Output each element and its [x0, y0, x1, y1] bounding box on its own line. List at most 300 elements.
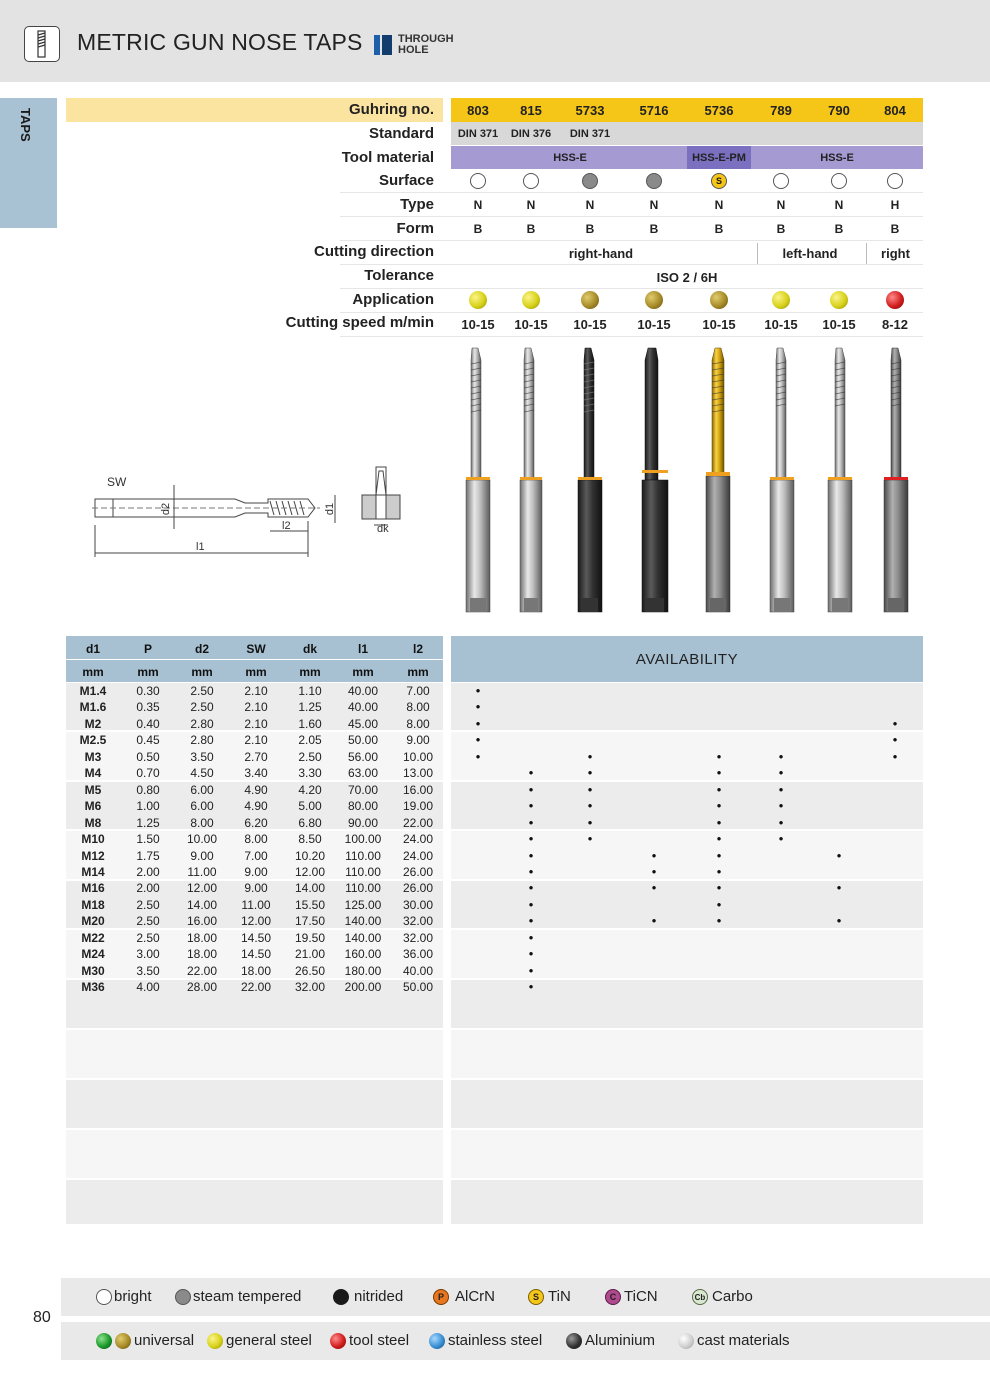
table-cell: 45.00 [347, 716, 379, 731]
table-band [451, 1030, 923, 1078]
table-cell: 5.00 [298, 799, 322, 814]
tolerance-cell: ISO 2 / 6H [656, 270, 718, 285]
table-cell: 2.10 [244, 716, 268, 731]
table-cell: 50.00 [347, 733, 379, 748]
table-cell: 22.00 [402, 815, 434, 830]
row-line [340, 336, 923, 337]
table-cell: 63.00 [347, 766, 379, 781]
legend-aluminium: Aluminium [585, 1332, 656, 1349]
table-cell: 12.00 [294, 864, 326, 879]
thread-size-cell: M14 [81, 864, 105, 879]
row-line [340, 240, 923, 241]
dims-header-divider [66, 659, 443, 660]
bright-circle-icon [96, 1289, 112, 1305]
nitrided-circle-icon [333, 1289, 349, 1305]
table-cell: 8.00 [190, 815, 214, 830]
thread-size-cell: M24 [81, 947, 105, 962]
legend-steam-tempered: steam tempered [193, 1288, 302, 1305]
thread-size-cell: M30 [81, 963, 105, 978]
table-cell: 3.50 [136, 963, 160, 978]
table-cell: 9.00 [244, 864, 268, 879]
row-line [340, 192, 923, 193]
drawing-label-d2: d2 [160, 502, 173, 516]
table-band [451, 683, 923, 730]
table-cell: 14.00 [294, 881, 326, 896]
table-band [66, 1180, 443, 1224]
table-cell: 3.50 [190, 749, 214, 764]
tap-technical-drawing [90, 465, 420, 560]
type-cell: H [890, 198, 900, 212]
table-cell: 2.10 [244, 700, 268, 715]
thread-size-cell: M8 [84, 815, 102, 830]
dims-column-unit: mm [137, 665, 159, 679]
table-cell: 14.00 [186, 897, 218, 912]
thread-size-cell: M1.6 [79, 700, 107, 715]
table-cell: 2.10 [244, 684, 268, 698]
table-cell: 3.00 [136, 947, 160, 962]
availability-dot: • [716, 798, 722, 814]
thread-size-cell: M36 [81, 980, 105, 995]
label-surface: Surface [378, 172, 434, 189]
cutting-direction-cell: left-hand [782, 246, 838, 261]
label-application: Application [352, 291, 434, 308]
table-cell: 17.50 [294, 914, 326, 929]
table-cell: 7.00 [244, 848, 268, 863]
table-cell: 110.00 [345, 848, 381, 863]
availability-dot: • [651, 880, 657, 896]
table-cell: 50.00 [402, 980, 434, 995]
page-title: METRIC GUN NOSE TAPS [77, 29, 363, 55]
stainless-steel-circle-icon [429, 1333, 445, 1349]
table-cell: 110.00 [345, 881, 381, 896]
table-cell: 18.00 [186, 947, 218, 962]
type-cell: N [473, 198, 483, 212]
table-cell: 8.00 [406, 716, 430, 731]
table-cell: 18.00 [240, 963, 272, 978]
legend-nitrided: nitrided [354, 1288, 404, 1305]
table-cell: 140.00 [344, 914, 382, 929]
table-cell: 12.00 [186, 881, 218, 896]
availability-dot: • [475, 748, 481, 764]
availability-dot: • [528, 847, 534, 863]
through-hole-label-1: THROUGH [398, 33, 454, 45]
availability-dot: • [587, 748, 593, 764]
table-cell: 2.00 [136, 864, 160, 879]
thread-size-cell: M10 [81, 832, 105, 847]
drawing-label-sw: SW [107, 475, 127, 489]
row-line [340, 264, 923, 265]
general-steel-circle-icon [772, 291, 790, 309]
table-band [451, 1080, 923, 1128]
steam-tempered-circle-icon [175, 1289, 191, 1305]
table-cell: 18.00 [186, 930, 218, 945]
form-cell: B [473, 222, 483, 236]
availability-dot: • [716, 831, 722, 847]
tap-815-image [520, 348, 542, 612]
availability-dot: • [528, 913, 534, 929]
table-cell: 4.90 [244, 782, 268, 797]
tap-804-image [884, 348, 908, 612]
table-cell: 9.00 [244, 881, 268, 896]
table-cell: 0.30 [136, 684, 160, 698]
general-steel-circle-icon [207, 1333, 223, 1349]
availability-dot: • [716, 913, 722, 929]
availability-dot: • [716, 748, 722, 764]
availability-dot: • [716, 781, 722, 797]
universal-brown-circle-icon [115, 1333, 131, 1349]
availability-dot: • [778, 748, 784, 764]
table-cell: 140.00 [344, 930, 382, 945]
thread-size-cell: M1.4 [79, 684, 107, 698]
page-number: 80 [33, 1309, 51, 1326]
table-cell: 2.80 [190, 733, 214, 748]
availability-dot: • [778, 765, 784, 781]
tool-material-cell: HSS-E [553, 152, 587, 164]
label-cutting-speed: Cutting speed m/min [285, 314, 434, 331]
table-cell: 26.50 [294, 963, 326, 978]
table-cell: 2.50 [136, 914, 160, 929]
table-cell: 1.60 [298, 716, 322, 731]
cutting-speed-cell: 10-15 [822, 317, 856, 332]
table-band [451, 1130, 923, 1178]
availability-dot: • [528, 946, 534, 962]
type-cell: N [526, 198, 536, 212]
legend-tin: TiN [548, 1288, 571, 1305]
form-cell: B [890, 222, 900, 236]
thread-size-cell: M16 [81, 881, 105, 896]
availability-title: AVAILABILITY [635, 651, 739, 668]
table-cell: 2.05 [298, 733, 322, 748]
table-cell: 21.00 [294, 947, 326, 962]
availability-dot: • [651, 863, 657, 879]
table-cell: 8.00 [406, 700, 430, 715]
table-cell: 1.00 [136, 799, 160, 814]
dims-column-header: SW [246, 642, 266, 656]
availability-dot: • [892, 732, 898, 748]
table-cell: 10.20 [294, 848, 326, 863]
availability-dot: • [587, 765, 593, 781]
bright-circle-icon [470, 173, 486, 189]
legend-ticn: TiCN [624, 1288, 658, 1305]
thread-size-cell: M20 [81, 914, 105, 929]
availability-dot: • [587, 781, 593, 797]
legend-universal: universal [134, 1332, 195, 1349]
availability-dot: • [528, 798, 534, 814]
availability-dot: • [778, 831, 784, 847]
availability-dot: • [778, 814, 784, 830]
availability-dot: • [892, 748, 898, 764]
table-cell: 56.00 [347, 749, 379, 764]
table-cell: 32.00 [402, 930, 434, 945]
table-cell: 70.00 [347, 782, 379, 797]
table-cell: 0.70 [136, 766, 160, 781]
table-cell: 26.00 [402, 881, 434, 896]
table-band [66, 1030, 443, 1078]
table-cell: 0.45 [136, 733, 160, 748]
drawing-label-l1: l1 [196, 541, 205, 553]
table-cell: 2.50 [136, 930, 160, 945]
availability-dot: • [778, 781, 784, 797]
table-cell: 1.50 [136, 832, 160, 847]
table-cell: 2.70 [244, 749, 268, 764]
availability-dot: • [651, 913, 657, 929]
dims-column-header: l2 [412, 642, 423, 656]
universal-circle-icon [645, 291, 663, 309]
guhring-no-cell: 804 [884, 103, 906, 118]
table-cell: 16.00 [186, 914, 218, 929]
availability-dot: • [778, 798, 784, 814]
form-cell: B [776, 222, 786, 236]
table-cell: 100.00 [344, 832, 382, 847]
table-cell: 180.00 [344, 963, 382, 978]
dims-column-unit: mm [299, 665, 321, 679]
table-cell: 30.00 [402, 897, 434, 912]
table-cell: 10.00 [186, 832, 218, 847]
tool-steel-circle-icon [330, 1333, 346, 1349]
availability-dot: • [587, 798, 593, 814]
availability-dot: • [475, 732, 481, 748]
table-cell: 16.00 [402, 782, 434, 797]
availability-dot: • [836, 847, 842, 863]
availability-dot: • [528, 962, 534, 978]
table-cell: 2.10 [244, 733, 268, 748]
table-cell: 3.40 [244, 766, 268, 781]
table-cell: 2.50 [298, 749, 322, 764]
thread-size-cell: M6 [84, 799, 102, 814]
availability-dot: • [836, 913, 842, 929]
direction-divider [757, 243, 758, 264]
thread-size-cell: M18 [81, 897, 105, 912]
row-line [340, 288, 923, 289]
table-cell: 19.00 [402, 799, 434, 814]
universal-circle-icon [710, 291, 728, 309]
bright-circle-icon [523, 173, 539, 189]
bright-circle-icon [887, 173, 903, 189]
standard-cell: DIN 371 [569, 128, 611, 140]
table-cell: 7.00 [406, 684, 430, 698]
availability-dot: • [475, 715, 481, 731]
table-cell: 22.00 [186, 963, 218, 978]
tap-5736-image [706, 348, 730, 612]
form-cell: B [834, 222, 844, 236]
legend-bright: bright [114, 1288, 152, 1305]
form-cell: B [585, 222, 595, 236]
table-cell: 8.00 [244, 832, 268, 847]
tool-steel-circle-icon [886, 291, 904, 309]
table-cell: 22.00 [240, 980, 272, 995]
availability-dot: • [528, 896, 534, 912]
table-cell: 36.00 [402, 947, 434, 962]
dims-column-unit: mm [352, 665, 374, 679]
table-cell: 1.75 [136, 848, 160, 863]
thread-size-cell: M4 [84, 766, 102, 781]
standard-cell: DIN 376 [510, 128, 552, 140]
table-cell: 0.80 [136, 782, 160, 797]
table-cell: 110.00 [345, 864, 381, 879]
table-cell: 40.00 [402, 963, 434, 978]
guhring-no-cell: 803 [467, 103, 489, 118]
table-cell: 14.50 [240, 947, 272, 962]
table-cell: 200.00 [344, 980, 382, 995]
legend-alcrn: AlCrN [455, 1288, 495, 1305]
guhring-no-cell: 5733 [575, 103, 605, 118]
dims-column-unit: mm [245, 665, 267, 679]
table-cell: 90.00 [347, 815, 379, 830]
type-cell: N [834, 198, 844, 212]
side-tab-label: TAPS [18, 108, 33, 142]
table-cell: 4.00 [136, 980, 160, 995]
cutting-speed-cell: 10-15 [514, 317, 548, 332]
cutting-speed-cell: 8-12 [881, 317, 909, 332]
table-cell: 2.50 [190, 700, 214, 715]
dims-column-header: dk [302, 642, 317, 656]
table-cell: 125.00 [344, 897, 382, 912]
form-cell: B [526, 222, 536, 236]
tap-product-images [451, 340, 923, 620]
cutting-speed-cell: 10-15 [702, 317, 736, 332]
table-band [66, 1080, 443, 1128]
general-steel-circle-icon [522, 291, 540, 309]
bright-circle-icon [773, 173, 789, 189]
availability-dot: • [528, 863, 534, 879]
table-cell: 10.00 [402, 749, 434, 764]
table-cell: 24.00 [402, 832, 434, 847]
drawing-label-dk: dk [377, 523, 389, 535]
ticn-circle-icon: C [605, 1289, 621, 1305]
guhring-no-cell: 815 [520, 103, 542, 118]
table-cell: 6.00 [190, 799, 214, 814]
cutting-speed-cell: 10-15 [573, 317, 607, 332]
thread-size-cell: M22 [81, 930, 105, 945]
cutting-direction-cell: right-hand [568, 246, 634, 261]
dims-column-header: P [143, 642, 152, 656]
bright-circle-icon [831, 173, 847, 189]
tin-circle-icon: S [711, 173, 727, 189]
availability-dot: • [475, 683, 481, 698]
thread-size-cell: M3 [84, 749, 102, 764]
table-cell: 11.00 [187, 864, 217, 879]
label-form: Form [396, 220, 434, 237]
table-cell: 0.35 [136, 700, 160, 715]
legend-carbo: Carbo [712, 1288, 753, 1305]
general-steel-circle-icon [830, 291, 848, 309]
availability-dot: • [587, 831, 593, 847]
tin-circle-icon: S [528, 1289, 544, 1305]
table-cell: 1.10 [298, 684, 322, 698]
table-cell: 28.00 [186, 980, 218, 995]
label-type: Type [400, 196, 434, 213]
guhring-no-cell: 5736 [704, 103, 734, 118]
alcrn-circle-icon: P [433, 1289, 449, 1305]
tap-789-image [770, 348, 794, 612]
availability-dot: • [528, 765, 534, 781]
availability-dot: • [716, 880, 722, 896]
tap-icon [24, 26, 60, 62]
table-cell: 24.00 [402, 848, 434, 863]
legend-tool-steel: tool steel [349, 1332, 410, 1349]
availability-dot: • [528, 979, 534, 995]
legend-general-steel: general steel [226, 1332, 312, 1349]
cutting-speed-cell: 10-15 [461, 317, 495, 332]
dims-column-unit: mm [191, 665, 213, 679]
table-cell: 80.00 [347, 799, 379, 814]
table-cell: 40.00 [347, 684, 379, 698]
availability-dot: • [528, 880, 534, 896]
table-cell: 0.50 [136, 749, 160, 764]
table-cell: 9.00 [406, 733, 430, 748]
cast-materials-circle-icon [678, 1333, 694, 1349]
form-cell: B [649, 222, 659, 236]
tap-803-image [466, 348, 490, 612]
form-cell: B [714, 222, 724, 236]
type-cell: N [776, 198, 786, 212]
availability-dot: • [716, 765, 722, 781]
tool-material-cell: HSS-E-PM [692, 152, 746, 164]
availability-dot: • [892, 715, 898, 731]
type-cell: N [714, 198, 724, 212]
direction-divider [866, 243, 867, 264]
table-cell: 3.30 [298, 766, 322, 781]
label-standard: Standard [368, 125, 434, 142]
table-cell: 14.50 [240, 930, 272, 945]
type-cell: N [649, 198, 659, 212]
availability-dot: • [587, 814, 593, 830]
table-cell: 6.20 [244, 815, 268, 830]
row-line [340, 216, 923, 217]
table-cell: 2.80 [190, 716, 214, 731]
table-cell: 1.25 [136, 815, 160, 830]
cutting-speed-cell: 10-15 [637, 317, 671, 332]
dims-column-unit: mm [407, 665, 429, 679]
availability-dot: • [716, 896, 722, 912]
through-hole-label-2: HOLE [398, 44, 429, 56]
general-steel-circle-icon [469, 291, 487, 309]
standard-cell: DIN 371 [457, 128, 499, 140]
table-cell: 8.50 [298, 832, 322, 847]
label-tolerance: Tolerance [364, 267, 434, 284]
table-cell: 15.50 [294, 897, 326, 912]
cutting-speed-cell: 10-15 [764, 317, 798, 332]
availability-dot: • [528, 814, 534, 830]
dims-column-header: d2 [194, 642, 209, 656]
table-cell: 6.80 [298, 815, 322, 830]
availability-dot: • [528, 831, 534, 847]
availability-dot: • [475, 699, 481, 715]
drawing-label-l2: l2 [282, 520, 291, 532]
availability-dot: • [528, 929, 534, 945]
table-cell: 26.00 [402, 864, 434, 879]
guhring-no-cell: 790 [828, 103, 850, 118]
steam-tempered-circle-icon [646, 173, 662, 189]
drawing-label-d1: d1 [324, 502, 337, 516]
table-cell: 12.00 [240, 914, 272, 929]
table-cell: 4.90 [244, 799, 268, 814]
aluminium-circle-icon [566, 1333, 582, 1349]
table-cell: 19.50 [294, 930, 326, 945]
label-guhring-no: Guhring no. [349, 101, 434, 118]
table-cell: 2.50 [136, 897, 160, 912]
availability-dot: • [716, 847, 722, 863]
cutting-direction-cell: right [881, 246, 910, 261]
table-cell: 4.20 [298, 782, 322, 797]
table-cell: 1.25 [298, 700, 322, 715]
steam-tempered-circle-icon [582, 173, 598, 189]
table-cell: 9.00 [190, 848, 214, 863]
table-cell: 0.40 [136, 716, 160, 731]
label-tool-material: Tool material [341, 149, 434, 166]
availability-dot: • [836, 880, 842, 896]
guhring-no-cell: 5716 [639, 103, 669, 118]
